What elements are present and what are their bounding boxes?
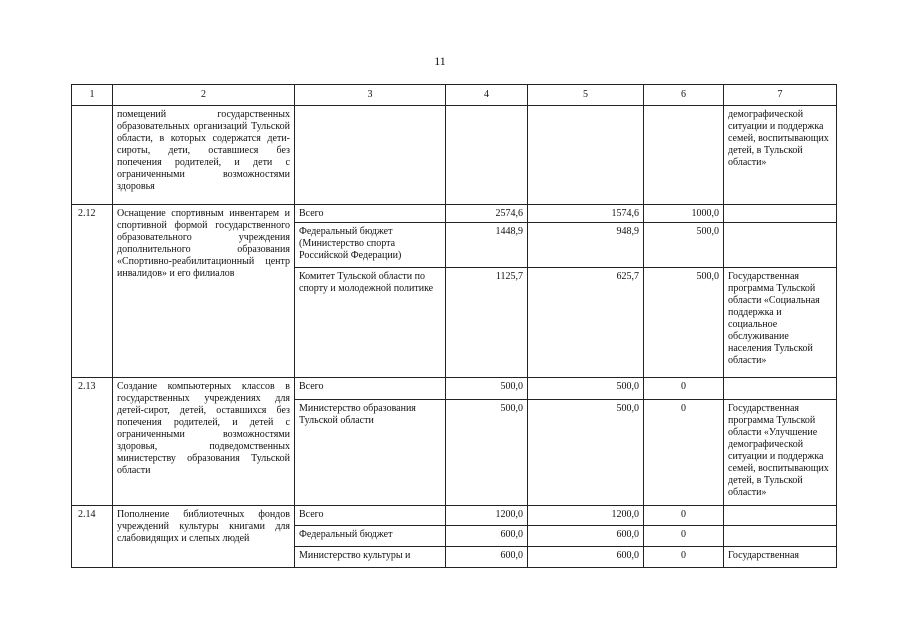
item-description: помещений государственных образовательных организаций Тульской области, в которых содержатся дети-сироты, дети, оставшиеся без попечения родителей, и дети с ограниченными возможностями здоровья — [113, 106, 295, 205]
item-number: 2.12 — [72, 205, 113, 378]
value-cell: 500,0 — [644, 223, 724, 268]
funding-source: Всего — [295, 205, 446, 223]
item-description: Создание компьютерных классов в государственных учреждениях для детей-сирот, детей, оставшихся без попечения родителей, и детей с ограниченными возможностями здоровья, подведомственных министерству образования Тульской области — [113, 378, 295, 506]
item-number: 2.14 — [72, 506, 113, 568]
value-cell: 500,0 — [528, 378, 644, 400]
value-cell — [528, 106, 644, 205]
funding-source: Федеральный бюджет — [295, 526, 446, 547]
value-cell: 1200,0 — [446, 506, 528, 526]
header-cell: 3 — [295, 85, 446, 106]
value-cell: 0 — [644, 378, 724, 400]
program-cell — [724, 506, 837, 526]
program-cell — [724, 223, 837, 268]
funding-source: Комитет Тульской области по спорту и молодежной политике — [295, 268, 446, 378]
item-description: Оснащение спортивным инвентарем и спортивной формой государственного образовательного учреждения дополнительного образования «Спортивно-реабилитационный центр инвалидов» и его филиалов — [113, 205, 295, 378]
header-cell: 4 — [446, 85, 528, 106]
header-cell: 7 — [724, 85, 837, 106]
funding-source — [295, 106, 446, 205]
program-cell — [724, 378, 837, 400]
value-cell: 500,0 — [644, 268, 724, 378]
value-cell: 500,0 — [528, 400, 644, 506]
value-cell: 948,9 — [528, 223, 644, 268]
value-cell: 0 — [644, 547, 724, 568]
funding-source: Всего — [295, 378, 446, 400]
header-cell: 1 — [72, 85, 113, 106]
value-cell: 600,0 — [446, 547, 528, 568]
value-cell — [446, 106, 528, 205]
program-cell — [724, 526, 837, 547]
value-cell: 1200,0 — [528, 506, 644, 526]
value-cell: 1125,7 — [446, 268, 528, 378]
table-row — [72, 506, 837, 526]
value-cell — [644, 106, 724, 205]
program-cell: Государственная программа Тульской области «Социальная поддержка и социальное обслуживание населения Тульской области» — [724, 268, 837, 378]
value-cell: 500,0 — [446, 378, 528, 400]
value-cell: 625,7 — [528, 268, 644, 378]
value-cell: 0 — [644, 400, 724, 506]
program-cell: демографической ситуации и поддержка семей, воспитывающих детей, в Тульской области» — [724, 106, 837, 205]
table-row — [72, 378, 837, 400]
header-cell: 5 — [528, 85, 644, 106]
value-cell: 600,0 — [446, 526, 528, 547]
table-header-row — [72, 85, 837, 106]
value-cell: 1448,9 — [446, 223, 528, 268]
program-cell — [724, 205, 837, 223]
value-cell: 0 — [644, 526, 724, 547]
funding-source: Министерство образования Тульской области — [295, 400, 446, 506]
value-cell: 500,0 — [446, 400, 528, 506]
value-cell: 1000,0 — [644, 205, 724, 223]
item-number-cell — [72, 106, 113, 205]
page-number: 11 — [434, 54, 446, 68]
funding-source: Министерство культуры и — [295, 547, 446, 568]
header-cell: 2 — [113, 85, 295, 106]
header-cell: 6 — [644, 85, 724, 106]
program-cell: Государственная программа Тульской области «Улучшение демографической ситуации и поддержка семей, воспитывающих детей, в Тульской области» — [724, 400, 837, 506]
table-row — [72, 205, 837, 223]
value-cell: 0 — [644, 506, 724, 526]
program-cell: Государственная — [724, 547, 837, 568]
value-cell: 600,0 — [528, 526, 644, 547]
item-description: Пополнение библиотечных фондов учреждений культуры книгами для слабовидящих и слепых людей — [113, 506, 295, 568]
measures-table — [71, 84, 837, 568]
value-cell: 600,0 — [528, 547, 644, 568]
item-number: 2.13 — [72, 378, 113, 506]
funding-source: Федеральный бюджет (Министерство спорта Российской Федерации) — [295, 223, 446, 268]
value-cell: 2574,6 — [446, 205, 528, 223]
table-row — [72, 106, 837, 205]
funding-source: Всего — [295, 506, 446, 526]
value-cell: 1574,6 — [528, 205, 644, 223]
